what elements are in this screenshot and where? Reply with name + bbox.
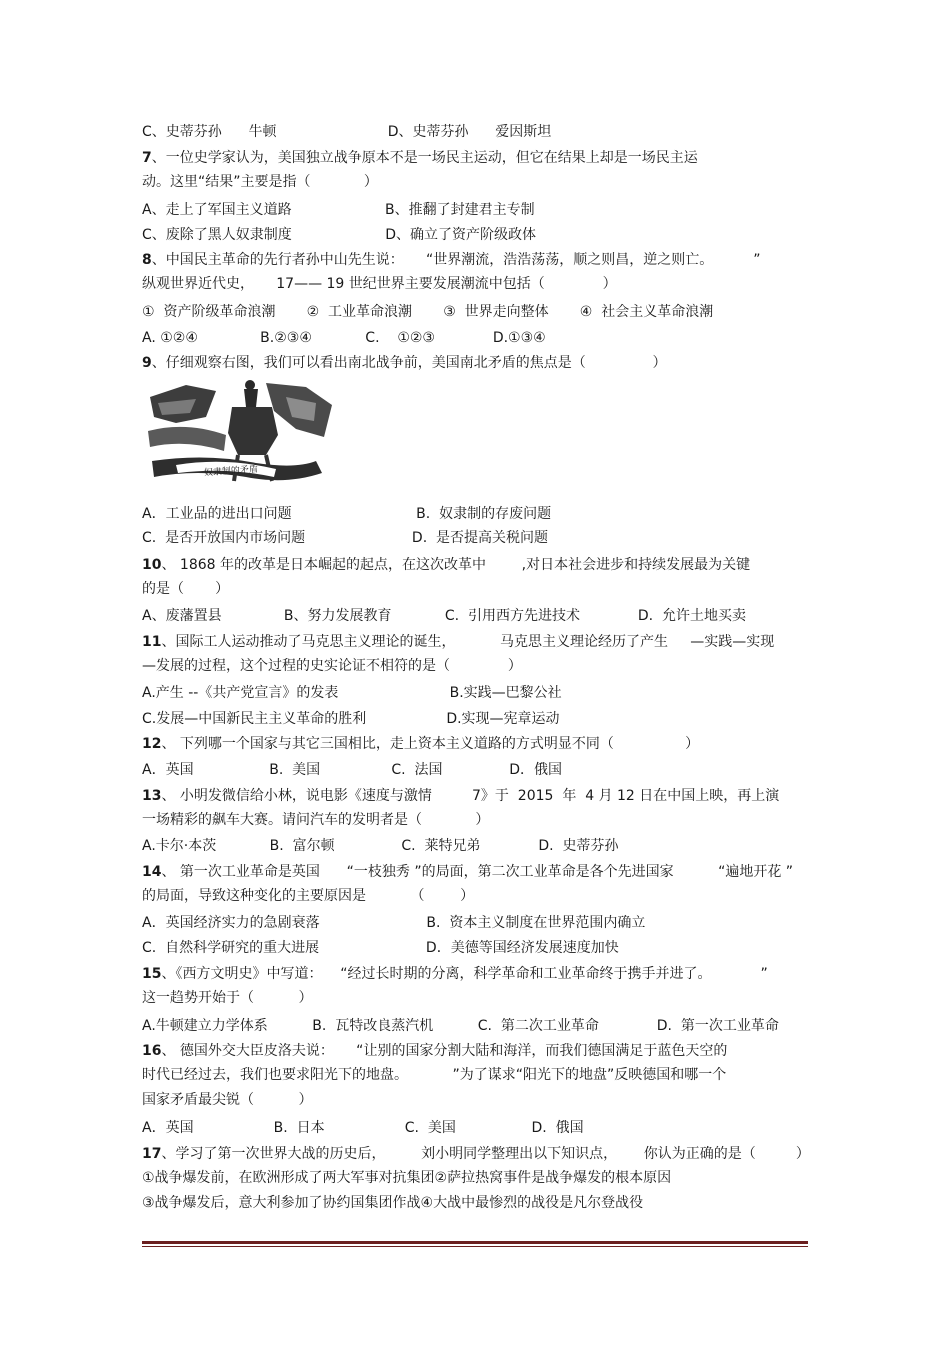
- question-9-stem: [142, 354, 667, 372]
- question-8-options: A. ①②④ B.②③④ C. ①②③ D.①③④: [142, 330, 546, 346]
- question-15-stem: [142, 965, 768, 983]
- question-17-item-1-2: ①战争爆发前，在欧洲形成了两大军事对抗集团②萨拉热窝事件是战争爆发的根本原因: [142, 1170, 672, 1186]
- question-7-stem-cont: 动。这里“结果”主要是指（ ）: [142, 174, 378, 190]
- question-13-options: A.卡尔·本茨 B. 富尔顿 C. 莱特兄弟 D. 史蒂芬孙: [142, 838, 619, 854]
- question-15-stem-cont: 这一趋势开始于（ ）: [142, 990, 313, 1006]
- slavery-cartoon-image: [146, 377, 336, 493]
- question-text: 、《西方文明史》中写道： “经过长时期的分离，科学革命和工业革命终于携手并进了。 ”: [161, 966, 768, 982]
- question-text: 、 下列哪一个国家与其它三国相比，走上资本主义道路的方式明显不同（ ）: [161, 736, 700, 752]
- question-number: 13: [142, 788, 162, 804]
- question-16-stem-cont-2: 国家矛盾最尖锐（ ）: [142, 1092, 313, 1108]
- question-16-stem: [142, 1042, 727, 1060]
- question-11-options-cd: C.发展—中国新民主主义革命的胜利 D.实现—宪章运动: [142, 711, 560, 727]
- question-16-stem-cont: 时代已经过去，我们也要求阳光下的地盘。 ”为了谋求“阳光下的地盘”反映德国和哪一个: [142, 1067, 727, 1083]
- question-text: 、仔细观察右图，我们可以看出南北战争前，美国南北矛盾的焦点是（ ）: [151, 355, 667, 371]
- question-text: 、 1868 年的改革是日本崛起的起点，在这次改革中 ,对日本社会进步和持续发展最为关键: [161, 557, 751, 573]
- line-c-d-options-q6: C、史蒂芬孙 牛顿 D、史蒂芬孙 爱因斯坦: [142, 124, 552, 140]
- question-15-options: A.牛顿建立力学体系 B. 瓦特改良蒸汽机 C. 第二次工业革命 D. 第一次工业革命: [142, 1018, 779, 1034]
- question-7-options-ab: A、走上了军国主义道路 B、推翻了封建君主专制: [142, 202, 535, 218]
- question-number: 10: [142, 557, 162, 573]
- footer-divider-thin: [142, 1246, 808, 1247]
- question-9-options-cd: C. 是否开放国内市场问题 D. 是否提高关税问题: [142, 530, 549, 546]
- question-10-stem-cont: 的是（ ）: [142, 581, 230, 597]
- question-8-stem: [142, 251, 761, 269]
- question-text: 、 第一次工业革命是英国 “一枝独秀 ”的局面，第二次工业革命是各个先进国家 “遍地开花 ”: [161, 864, 794, 880]
- question-text: 、中国民主革命的先行者孙中山先生说： “世界潮流，浩浩荡荡，顺之则昌，逆之则亡。 ”: [151, 252, 761, 268]
- question-text: 、 小明发微信给小林，说电影《速度与激情 7》于 2015 年 4 月 12 日在中国上映，再上演: [161, 788, 780, 804]
- question-number: 17: [142, 1146, 162, 1162]
- cartoon-caption: 奴隶制的矛盾: [203, 464, 259, 479]
- question-14-stem: [142, 863, 793, 881]
- question-8-stem-cont: 纵观世界近代史， 17—— 19 世纪世界主要发展潮流中包括（ ）: [142, 276, 617, 292]
- question-12-options: A．英国 B. 美国 C. 法国 D．俄国: [142, 762, 563, 778]
- question-13-stem-cont: 一场精彩的飙车大赛。请问汽车的发明者是（ ）: [142, 812, 490, 828]
- question-11-stem-cont: —发展的过程，这个过程的史实论证不相符的是（ ）: [142, 658, 522, 674]
- question-number: 16: [142, 1043, 162, 1059]
- question-number: 9: [142, 355, 152, 371]
- question-10-stem: [142, 556, 750, 574]
- question-7-stem: [142, 149, 698, 167]
- question-number: 12: [142, 736, 162, 752]
- question-10-options: A、废藩置县 B、努力发展教育 C. 引用西方先进技术 D. 允许土地买卖: [142, 608, 746, 624]
- question-11-stem: [142, 633, 774, 651]
- question-text: 、 德国外交大臣皮洛夫说： “让别的国家分割大陆和海洋，而我们德国满足于蓝色天空的: [161, 1043, 728, 1059]
- question-text: 、一位史学家认为，美国独立战争原本不是一场民主运动，但它在结果上却是一场民主运: [151, 150, 698, 166]
- question-14-stem-cont: 的局面，导致这种变化的主要原因是 （ ）: [142, 888, 475, 904]
- question-14-options-ab: A．英国经济实力的急剧衰落 B. 资本主义制度在世界范围内确立: [142, 915, 646, 931]
- question-12-stem: [142, 735, 699, 753]
- question-9-options-ab: A．工业品的进出口问题 B. 奴隶制的存废问题: [142, 506, 552, 522]
- question-number: 7: [142, 150, 152, 166]
- question-7-options-cd: C、废除了黑人奴隶制度 D、确立了资产阶级政体: [142, 227, 537, 243]
- question-17-item-3-4: ③战争爆发后，意大利参加了协约国集团作战④大战中最惨烈的战役是凡尔登战役: [142, 1195, 644, 1211]
- question-16-options: A．英国 B. 日本 C. 美国 D. 俄国: [142, 1120, 584, 1136]
- question-13-stem: [142, 787, 779, 805]
- question-number: 14: [142, 864, 162, 880]
- question-number: 8: [142, 252, 152, 268]
- question-text: 、学习了第一次世界大战的历史后， 刘小明同学整理出以下知识点， 你认为正确的是（ ）: [161, 1146, 810, 1162]
- question-number: 11: [142, 634, 162, 650]
- question-8-items: ① 资产阶级革命浪潮 ② 工业革命浪潮 ③ 世界走向整体 ④ 社会主义革命浪潮: [142, 304, 714, 320]
- footer-divider: [142, 1241, 808, 1244]
- question-number: 15: [142, 966, 162, 982]
- question-text: 、国际工人运动推动了马克思主义理论的诞生， 马克思主义理论经历了产生 —实践—实现: [161, 634, 775, 650]
- question-11-options-ab: A.产生 --《共产党宣言》的发表 B.实践—巴黎公社: [142, 685, 562, 701]
- question-14-options-cd: C. 自然科学研究的重大进展 D．美德等国经济发展速度加快: [142, 940, 619, 956]
- question-17-stem: [142, 1145, 810, 1163]
